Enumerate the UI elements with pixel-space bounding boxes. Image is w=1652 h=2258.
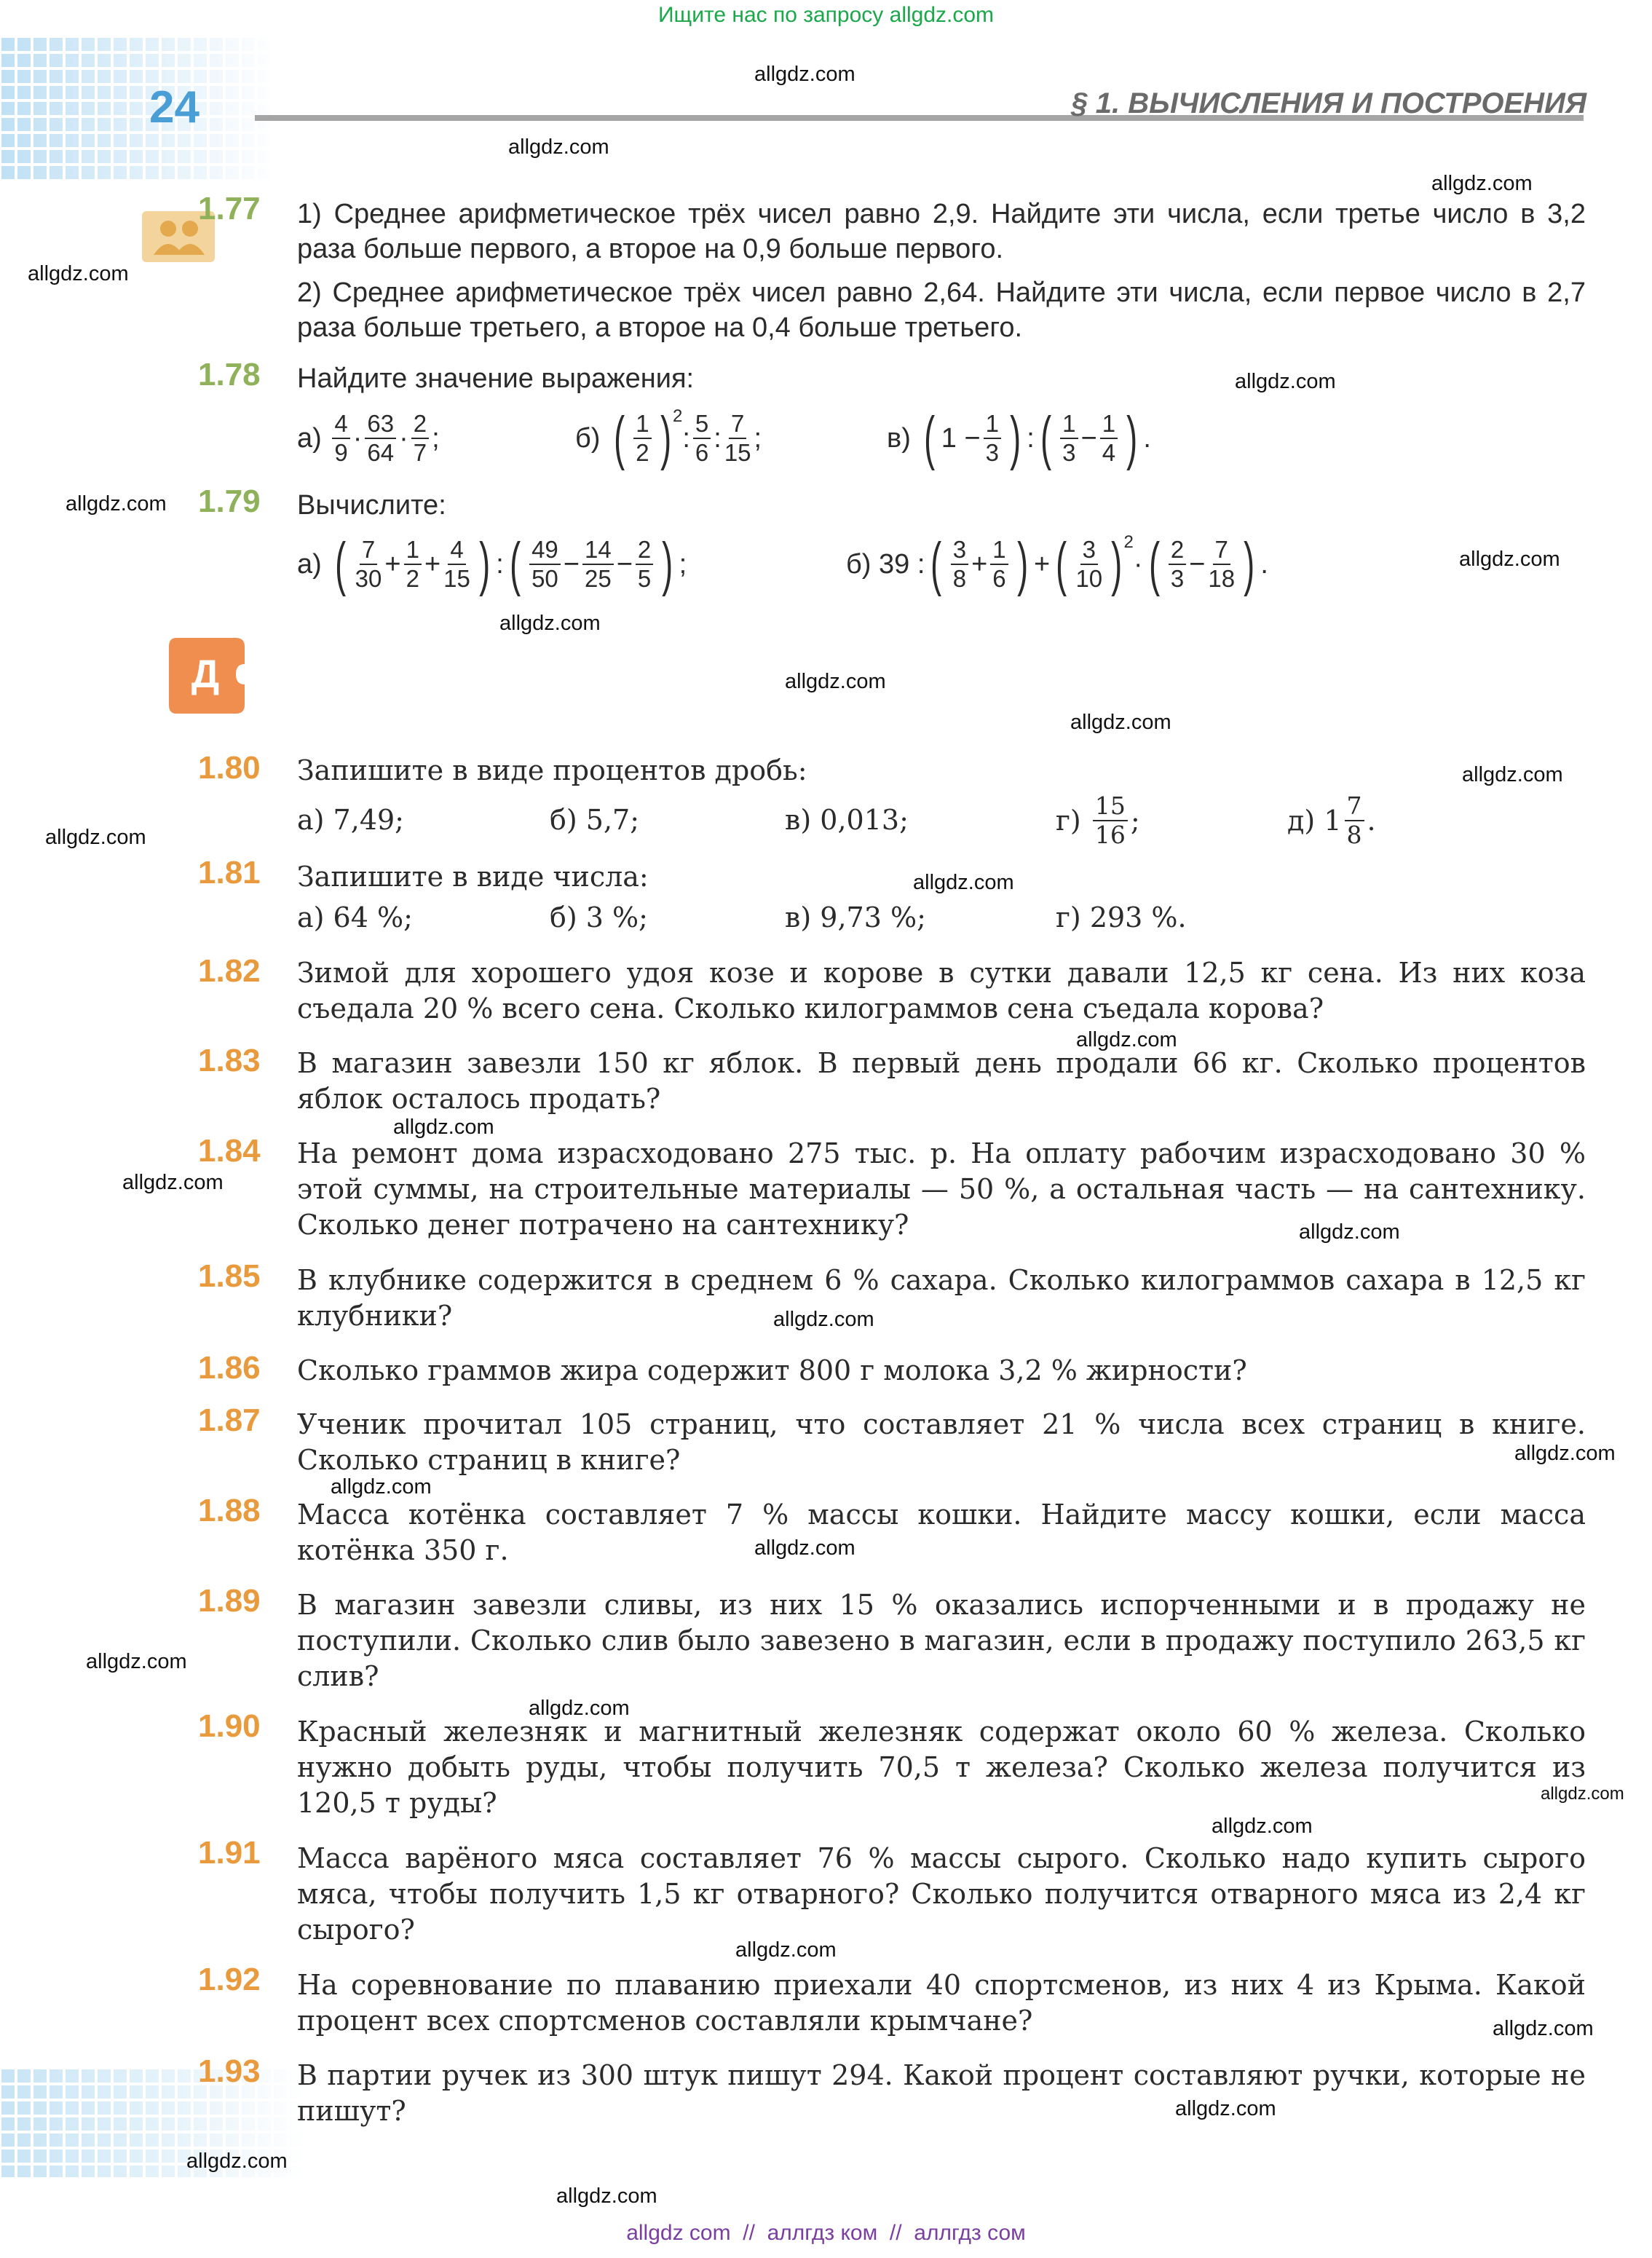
watermark: allgdz.com: [754, 63, 855, 86]
problem-text: 1) Среднее арифметическое трёх чисел равно 2,9. Найдите эти числа, если третье число в 3,2 раза больше первого, а второе на 0,9 больше первого.: [297, 199, 1586, 264]
watermark: allgdz.com: [66, 492, 167, 516]
problem-number: 1.80: [198, 750, 261, 786]
option-fraction-g: г) 15 16 ;: [1056, 792, 1140, 849]
option: а) 64 %;: [297, 901, 413, 933]
footer-links[interactable]: allgdz com // аллгдз ком // аллгдз сом: [626, 2221, 1026, 2245]
option: г) 293 %.: [1056, 901, 1187, 933]
problem-number: 1.91: [198, 1835, 261, 1871]
problem-number: 1.79: [198, 483, 261, 519]
problem-text: Масса котёнка составляет 7 % массы кошки. Найдите массу кошки, если масса котёнка 350 г.: [297, 1499, 1586, 1566]
watermark: allgdz.com: [45, 826, 146, 849]
problem-number: 1.81: [198, 855, 261, 891]
problem-number: 1.82: [198, 953, 261, 989]
watermark: allgdz.com: [1514, 1442, 1616, 1465]
watermark: allgdz.com: [735, 1938, 837, 1962]
option: б) 3 %;: [550, 901, 648, 933]
header-grid-decoration: [0, 36, 277, 182]
problem-text: В партии ручек из 300 штук пишут 294. Какой процент составляют ручки, которые не пишут?: [297, 2059, 1586, 2127]
problem-text: Сколько граммов жира содержит 800 г молока 3,2 % жирности?: [297, 1354, 1247, 1386]
option: б) 5,7;: [550, 804, 640, 836]
problem-text: На соревнование по плаванию приехали 40 спортсменов, из них 4 из Крыма. Какой процент всех спортсменов составляли крымчане?: [297, 1969, 1586, 2037]
watermark: allgdz.com: [499, 612, 601, 635]
problem-number: 1.77: [198, 191, 261, 226]
problem-text: Найдите значение выражения:: [297, 363, 695, 394]
problem-number: 1.85: [198, 1258, 261, 1294]
watermark: allgdz.com: [1541, 1784, 1624, 1804]
problem-number: 1.86: [198, 1350, 261, 1386]
problem-text: Запишите в виде числа:: [297, 861, 649, 893]
section-d-badge: [169, 635, 250, 717]
watermark: allgdz.com: [186, 2150, 288, 2173]
watermark: allgdz.com: [1431, 172, 1533, 195]
watermark: allgdz.com: [1459, 548, 1560, 571]
problem-text: Запишите в виде процентов дробь:: [297, 754, 807, 786]
problem-number: 1.83: [198, 1043, 261, 1078]
problem-number: 1.89: [198, 1583, 261, 1619]
expression-1-78b: б) ( 1 2 ) 2 : 5 6 : 7 15 ;: [575, 405, 762, 471]
option-fraction-d: д) 1 7 8 .: [1287, 792, 1376, 849]
problem-text: Зимой для хорошего удоя козе и корове в сутки давали 12,5 кг сена. Из них коза съедала 20 % всего сена. Сколько килограммов сена съедала корова?: [297, 957, 1586, 1025]
watermark: allgdz.com: [754, 1536, 855, 1560]
problem-text: В магазин завезли 150 кг яблок. В первый день продали 66 кг. Сколько процентов яблок осталось продать?: [297, 1047, 1586, 1115]
problem-number: 1.87: [198, 1402, 261, 1438]
watermark: allgdz.com: [1070, 711, 1171, 734]
problem-text: На ремонт дома израсходовано 275 тыс. р. На оплату рабочим израсходовано 30 % этой суммы, на строительные материалы — 50 %, а остальная часть — на сантехнику. Сколько денег потрачено на сантехнику?: [297, 1137, 1586, 1241]
watermark: allgdz.com: [1212, 1815, 1313, 1838]
watermark: allgdz.com: [1299, 1220, 1400, 1244]
expression-1-78c: в) ( 1 − 1 3 ) : ( 1 3 − 1 4 ) .: [887, 405, 1151, 471]
watermark: allgdz.com: [529, 1697, 630, 1720]
section-title: § 1. ВЫЧИСЛЕНИЯ И ПОСТРОЕНИЯ: [1071, 87, 1586, 119]
problem-number: 1.84: [198, 1133, 261, 1169]
problem-number: 1.90: [198, 1708, 261, 1744]
problem-number: 1.92: [198, 1962, 261, 1997]
option: в) 9,73 %;: [785, 901, 926, 933]
problem-text: Масса варёного мяса составляет 76 % массы сырого. Сколько надо купить сырого мяса, чтобы получить 1,5 кг отварного? Сколько получится отварного мяса из 2,4 кг сырого?: [297, 1842, 1586, 1946]
watermark: allgdz.com: [1076, 1028, 1177, 1051]
problem-text: Красный железняк и магнитный железняк содержат около 60 % железа. Сколько нужно добыть руды, чтобы получить 70,5 т железа? Сколько железа получится из 120,5 т руды?: [297, 1716, 1586, 1819]
watermark: allgdz.com: [1235, 370, 1336, 393]
watermark: allgdz.com: [86, 1650, 187, 1673]
watermark: allgdz.com: [785, 670, 886, 693]
watermark: allgdz.com: [508, 135, 609, 159]
expression-1-79b: б) 39 : ( 3 8 + 1 6 ) + ( 3 10 ) 2 · ( 2 3 − 7 18 ) .: [846, 531, 1268, 597]
watermark: allgdz.com: [773, 1308, 874, 1331]
problem-text: Ученик прочитал 105 страниц, что составляет 21 % числа всех страниц в книге. Сколько страниц в книге?: [297, 1408, 1586, 1476]
problem-text: 2) Среднее арифметическое трёх чисел равно 2,64. Найдите эти числа, если первое число в 2,7 раза больше третьего, а второе на 0,4 больше третьего.: [297, 277, 1586, 343]
problem-number: 1.93: [198, 2053, 261, 2089]
top-banner[interactable]: Ищите нас по запросу allgdz.com: [657, 3, 995, 27]
section-d-letter: Д: [191, 652, 220, 696]
watermark: allgdz.com: [556, 2184, 657, 2208]
page-number: 24: [149, 82, 199, 133]
problem-number: 1.88: [198, 1493, 261, 1528]
expression-1-79a: а) ( 7 30 + 1 2 + 4 15 ) : ( 49 50 − 14 25 − 2 5 ) ;: [297, 531, 687, 597]
watermark: allgdz.com: [1462, 763, 1563, 786]
expression-1-78a: а) 4 9 · 63 64 · 2 7 ;: [297, 410, 440, 466]
problem-text: В клубнике содержится в среднем 6 % сахара. Сколько килограммов сахара в 12,5 кг клубники?: [297, 1264, 1586, 1332]
problem-number: 1.78: [198, 357, 261, 392]
watermark: allgdz.com: [913, 871, 1014, 894]
watermark: allgdz.com: [331, 1475, 432, 1499]
watermark: allgdz.com: [122, 1171, 224, 1194]
watermark: allgdz.com: [28, 262, 129, 285]
watermark: allgdz.com: [393, 1116, 494, 1139]
problem-text: В магазин завезли сливы, из них 15 % оказались испорченными и в продажу не поступили. Сколько слив было завезено в магазин, если в продажу поступило 263,5 кг слив?: [297, 1589, 1586, 1692]
problem-text: Вычислите:: [297, 490, 446, 521]
option: в) 0,013;: [785, 804, 909, 836]
watermark: allgdz.com: [1493, 2017, 1594, 2040]
option: а) 7,49;: [297, 804, 404, 836]
watermark: allgdz.com: [1175, 2097, 1276, 2120]
